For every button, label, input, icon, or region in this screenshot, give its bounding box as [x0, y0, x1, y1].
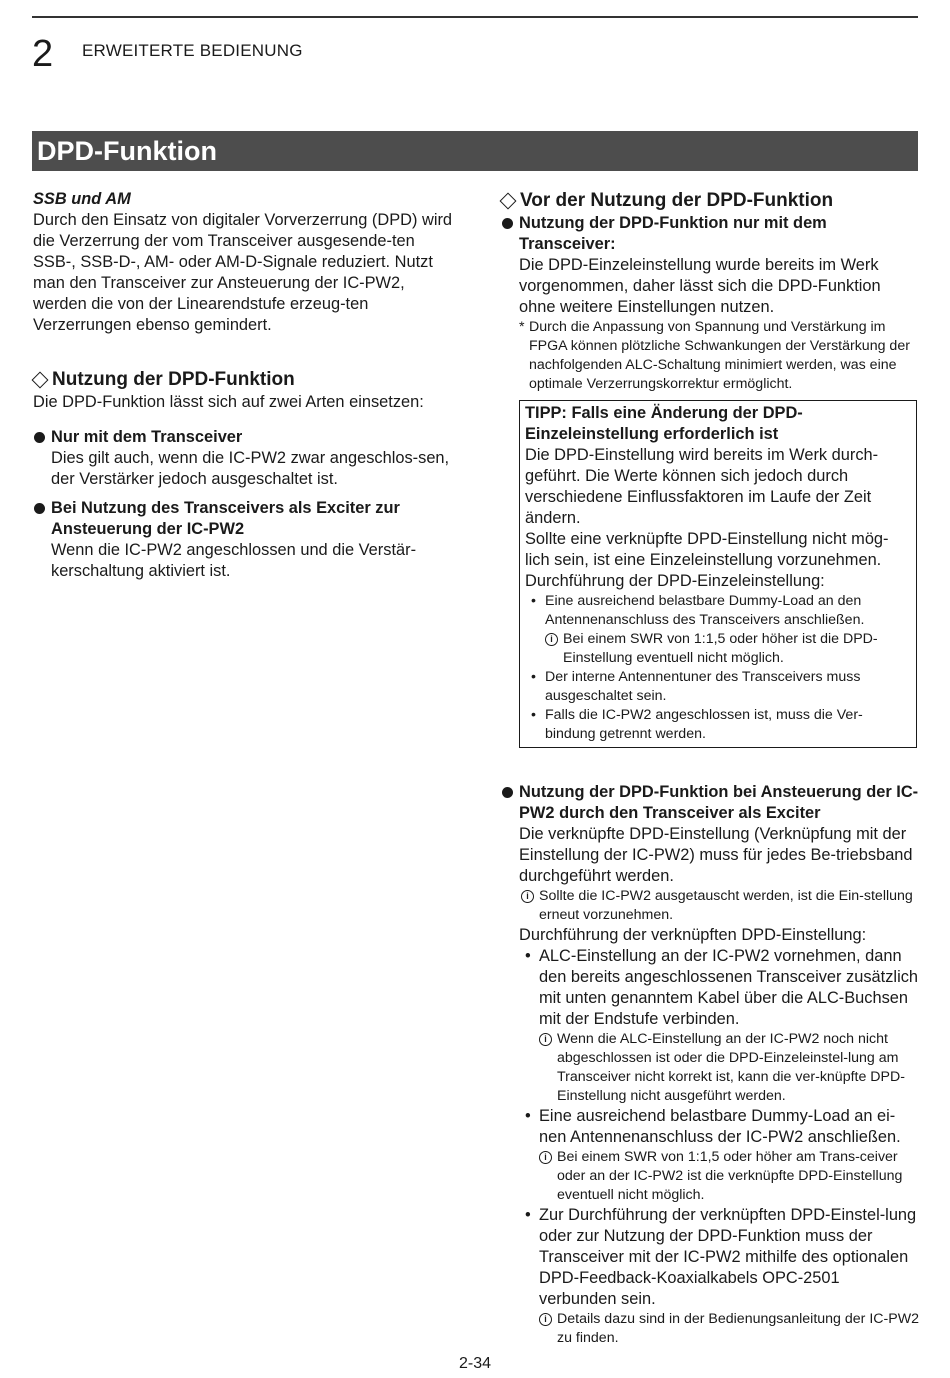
before-heading: Vor der Nutzung der DPD-Funktion [501, 189, 921, 213]
bullet-icon [502, 787, 513, 798]
bullet-char: • [531, 669, 536, 685]
bullet-icon [34, 503, 45, 514]
bullet-char: • [525, 947, 531, 965]
info-note: i Sollte die IC-PW2 ausgetauscht werden, ist die Ein-stellung erneut vorzunehmen. [519, 887, 921, 925]
list-item: • Eine ausreichend belastbare Dummy-Load an ei-nen Antennenanschluss der IC-PW2 anschließen. [525, 1107, 901, 1146]
list-item: • Eine ausreichend belastbare Dummy-Load an den Antennenanschluss des Transceivers anschließen. [531, 593, 865, 628]
info-icon: i [521, 890, 534, 903]
list-item [33, 427, 453, 490]
bullet-title: Nur mit dem Transceiver [51, 428, 243, 446]
use-heading: Nutzung der DPD-Funktion [33, 368, 453, 392]
bullet-char: • [525, 1206, 531, 1224]
page-number: 2-34 [458, 1355, 492, 1372]
tip-text: Durchführung der DPD-Einzeleinstellung: [525, 572, 825, 590]
info-icon: i [539, 1033, 552, 1046]
ssb-heading: SSB und AM [33, 190, 131, 208]
diamond-icon [32, 372, 49, 389]
tip-title: TIPP: Falls eine Änderung der DPD-Einzeleinstellung erforderlich ist [525, 404, 803, 443]
bullet-text: Wenn die IC-PW2 angeschlossen und die Verstär-kerschaltung aktiviert ist. [51, 541, 417, 580]
info-note: i Details dazu sind in der Bedienungsanleitung der IC-PW2 zu finden. [519, 1310, 921, 1348]
list-item: • Falls die IC-PW2 angeschlossen ist, muss die Ver-bindung getrennt werden. [531, 707, 863, 742]
info-note: i Bei einem SWR von 1:1,5 oder höher ist die DPD-Einstellung eventuell nicht möglich. [525, 630, 911, 668]
left-column [33, 189, 453, 582]
list-item: • Zur Durchführung der verknüpften DPD-Einstel-lung oder zur Nutzung der DPD-Funktion muss der Transceiver mit der IC-PW2 mithilfe des optionalen DPD-Feedback-Koaxialkabels OPC-2501 verbunden sein. [525, 1206, 917, 1308]
bullet-text: Durchführung der verknüpften DPD-Einstellung: [519, 926, 867, 944]
bullet-char: • [525, 1107, 531, 1125]
info-icon: i [539, 1313, 552, 1326]
tip-text: Sollte eine verknüpfte DPD-Einstellung nicht mög-lich sein, ist eine Einzeleinstellung vorzunehmen. [525, 530, 889, 569]
bullet-title: Nutzung der DPD-Funktion bei Ansteuerung der IC-PW2 durch den Transceiver als Exciter [519, 783, 919, 822]
info-note: i Wenn die ALC-Einstellung an der IC-PW2 noch nicht abgeschlossen ist oder die DPD-Einzeleinstel-lung am Transceiver nicht korrekt ist, kann die ver-knüpfte DPD-Einstellung nicht ausgeführt werden. [519, 1030, 921, 1106]
bullet-icon [502, 218, 513, 229]
list-item: • Der interne Antennentuner des Transceivers muss ausgeschaltet sein. [531, 669, 861, 704]
section-banner [32, 131, 918, 171]
list-item [501, 213, 921, 394]
bullet-text: Die verknüpfte DPD-Einstellung (Verknüpfung mit der Einstellung der IC-PW2) muss für jedes Be-triebsband durchgeführt werden. [519, 825, 913, 885]
diamond-icon [500, 193, 517, 210]
section-title: DPD-Funktion [37, 136, 217, 166]
bullet-text: Dies gilt auch, wenn die IC-PW2 zwar angeschlos-sen, der Verstärker jedoch ausgeschaltet ist. [51, 449, 450, 488]
info-icon: i [545, 633, 558, 646]
asterisk-mark: * [519, 319, 525, 335]
ssb-text: Durch den Einsatz von digitaler Vorverzerrung (DPD) wird die Verzerrung der vom Transceiver ausgesende-ten SSB-, SSB-D-, AM- oder AM-D-Signale reduziert. Nutzt man den Transceiver zur Ansteuerung der IC-PW2, werden die von der Linearendstufe erzeug-ten Verzerrungen ebenso gemindert. [33, 211, 453, 334]
bullet-title: Nutzung der DPD-Funktion nur mit dem Transceiver: [519, 214, 827, 253]
tip-box [519, 400, 917, 748]
list-item: • ALC-Einstellung an der IC-PW2 vornehmen, dann den bereits angeschlossenen Transceiver zusätzlich mit unten genanntem Kabel über die ALC-Buchsen mit der Endstufe verbinden. [525, 947, 919, 1028]
bullet-title: Bei Nutzung des Transceivers als Exciter zur Ansteuerung der IC-PW2 [51, 499, 400, 538]
info-note: i Bei einem SWR von 1:1,5 oder höher am Trans-ceiver oder an der IC-PW2 ist die verknüpfte DPD-Einstellung eventuell nicht möglich. [519, 1148, 921, 1205]
list-item [501, 782, 921, 1348]
tip-text: Die DPD-Einstellung wird bereits im Werk durch-geführt. Die Werte können sich jedoch durch verschiedene Einflussfaktoren im Laufe der Zeit ändern. [525, 446, 879, 527]
chapter-number: 2 [32, 33, 54, 75]
bullet-icon [34, 432, 45, 443]
bullet-char: • [531, 593, 536, 609]
info-icon: i [539, 1151, 552, 1164]
chapter-title: ERWEITERTE BEDIENUNG [82, 41, 303, 60]
use-intro: Die DPD-Funktion lässt sich auf zwei Arten einsetzen: [33, 393, 424, 411]
bullet-text: Die DPD-Einzeleinstellung wurde bereits im Werk vorgenommen, daher lässt sich die DPD-Funktion ohne weitere Einstellungen nutzen. [519, 256, 881, 316]
bullet-char: • [531, 707, 536, 723]
footnote: * Durch die Anpassung von Spannung und Verstärkung im FPGA können plötzliche Schwankungen der Verstärkung der nachfolgenden ALC-Schaltung minimiert werden, was eine optimale Verzerrungskorrektur ermöglicht. [519, 319, 910, 392]
list-item [33, 498, 453, 582]
right-column [501, 189, 921, 1348]
header-rule [32, 16, 918, 18]
